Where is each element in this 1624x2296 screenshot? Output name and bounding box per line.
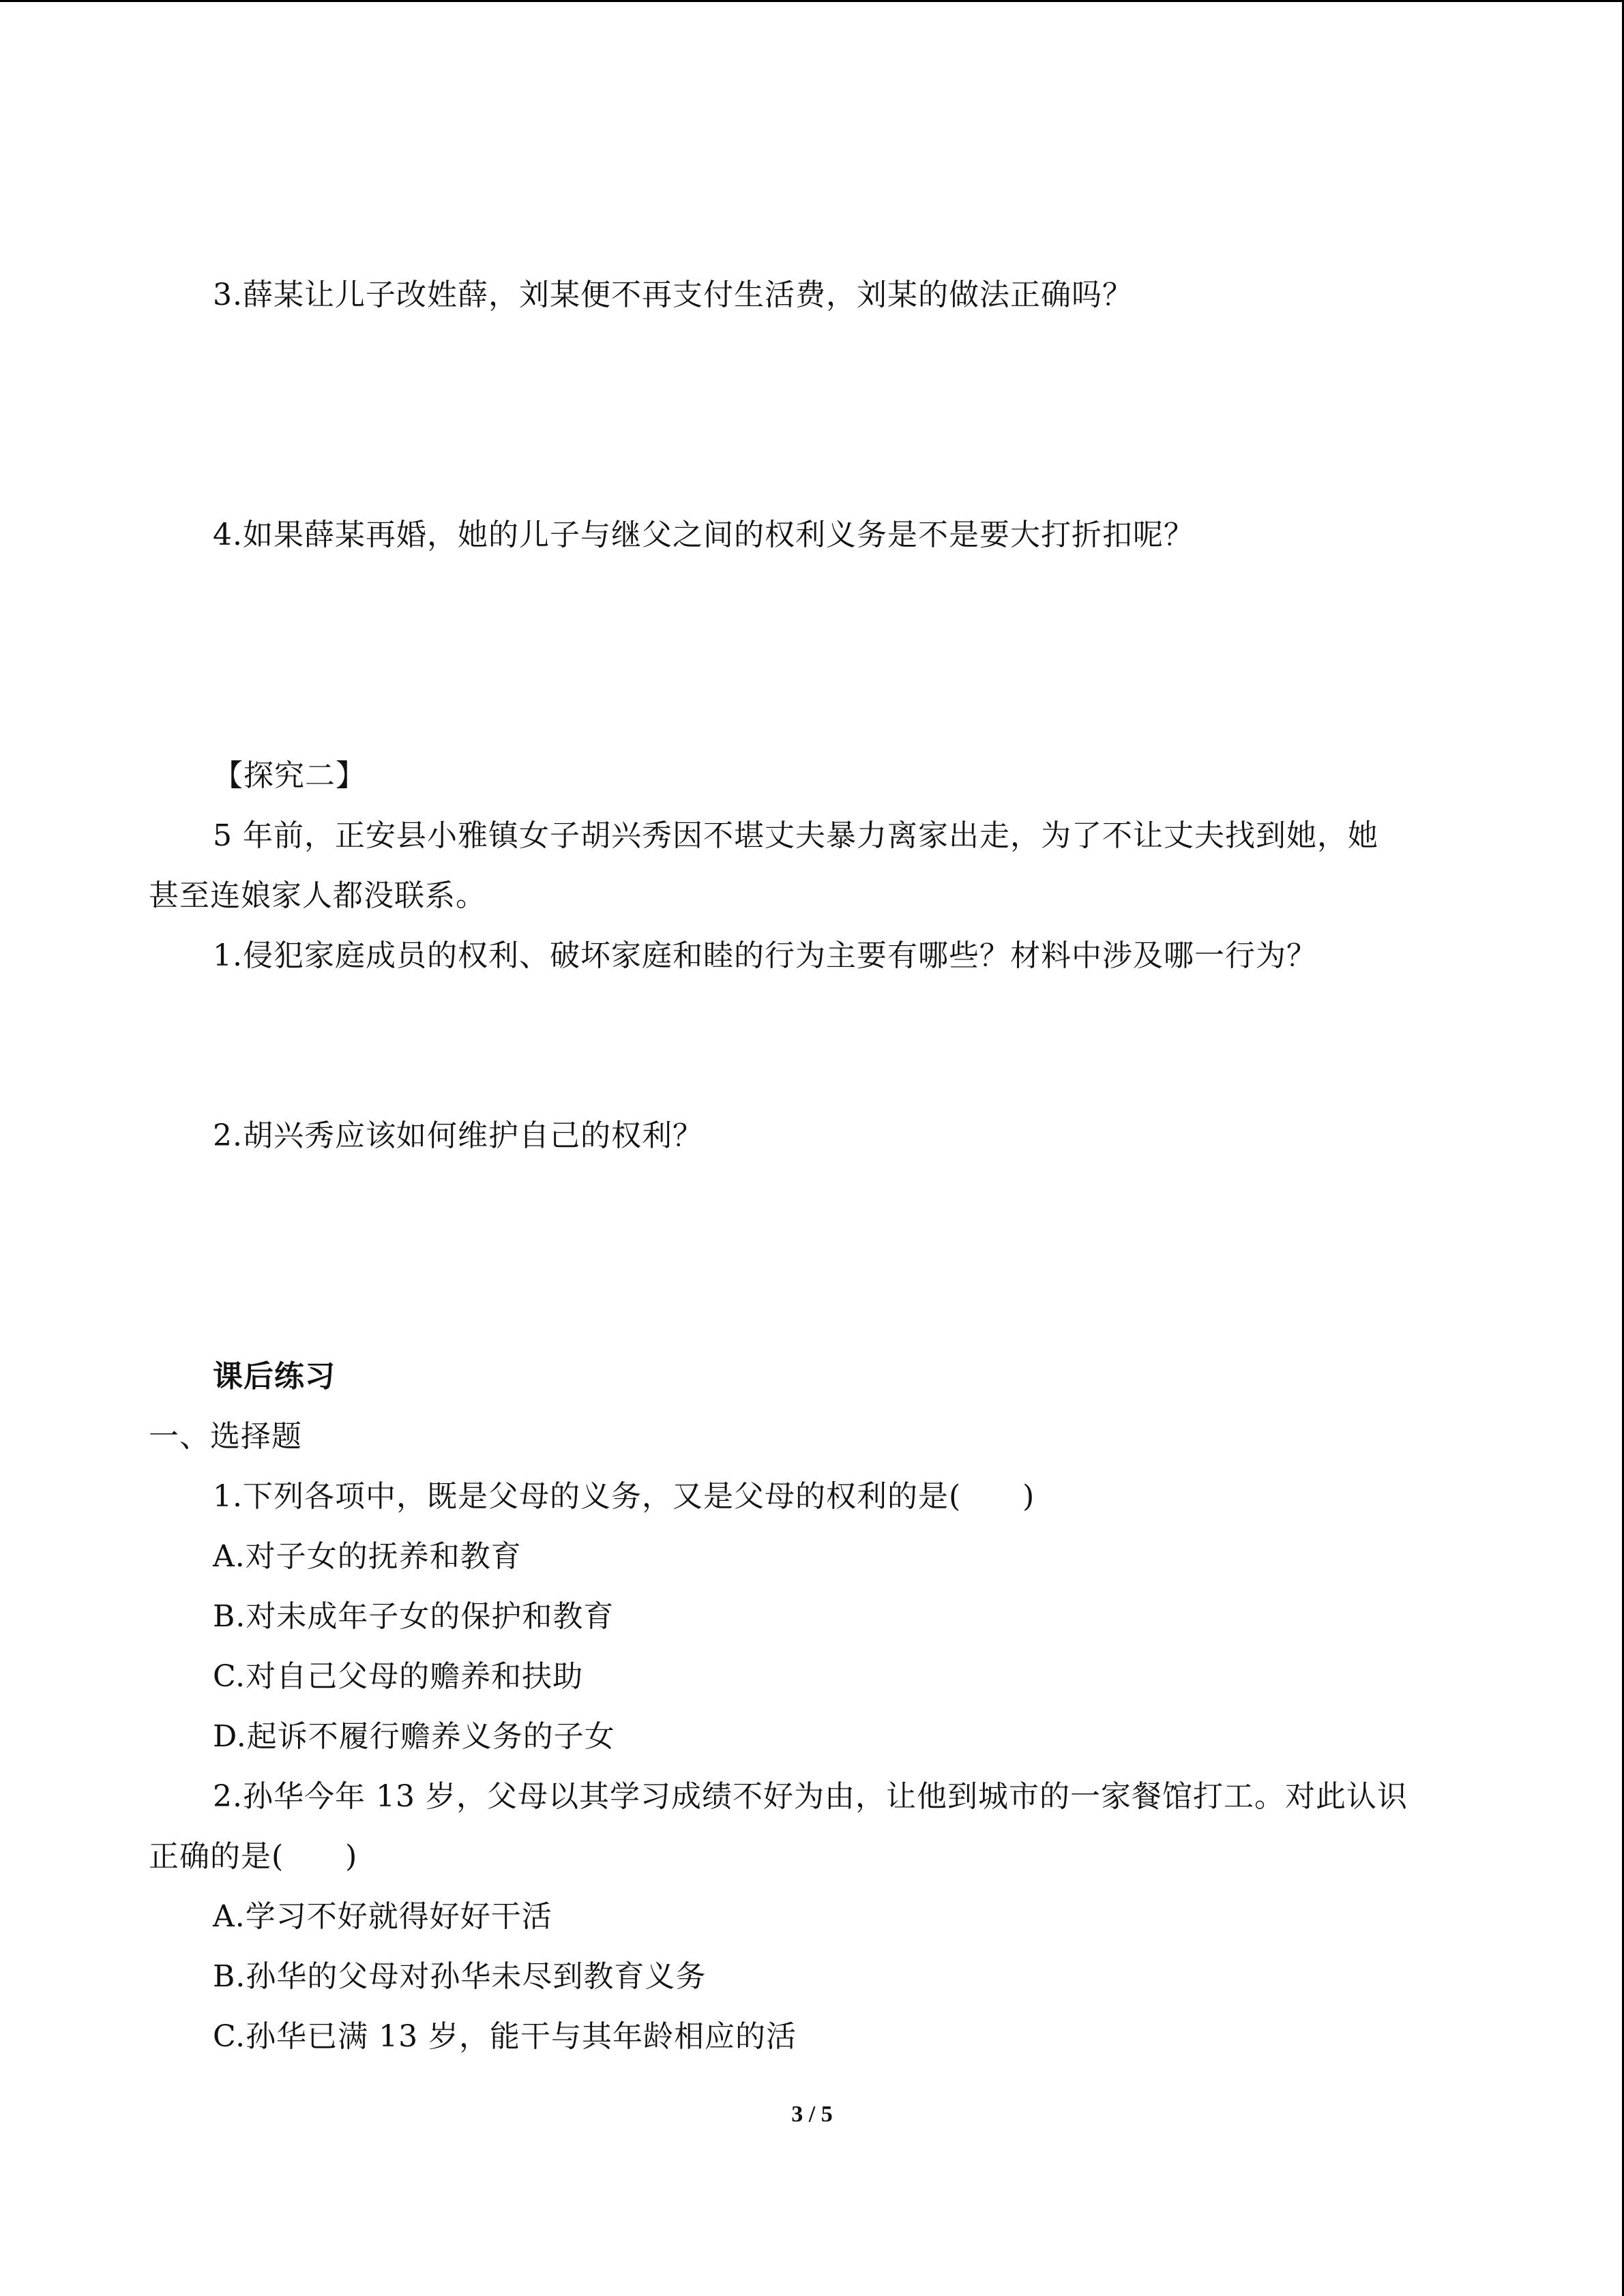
explore-2-material-line-2: 甚至连娘家人都没联系。 bbox=[149, 878, 486, 913]
section-multiple-choice: 一、选择题 bbox=[149, 1419, 302, 1454]
page-number: 3 / 5 bbox=[791, 2102, 833, 2127]
exercise-2-option-a: A.学习不好就得好好干活 bbox=[213, 1899, 552, 1934]
exercises-heading: 课后练习 bbox=[213, 1359, 336, 1394]
question-4: 4.如果薛某再婚，她的儿子与继父之间的权利义务是不是要大打折扣呢？ bbox=[213, 518, 1194, 552]
exercise-1-option-c: C.对自己父母的赡养和扶助 bbox=[213, 1659, 584, 1694]
explore-2-heading: 【探究二】 bbox=[213, 758, 366, 793]
explore-2-question-2: 2.胡兴秀应该如何维护自己的权利？ bbox=[213, 1118, 703, 1153]
exercise-1-option-d: D.起诉不履行赡养义务的子女 bbox=[213, 1719, 615, 1754]
question-3: 3.薛某让儿子改姓薛，刘某便不再支付生活费，刘某的做法正确吗？ bbox=[213, 278, 1133, 312]
page-top-border bbox=[0, 0, 1624, 2]
exercise-1-option-a: A.对子女的抚养和教育 bbox=[213, 1539, 522, 1574]
exercise-1-stem: 1.下列各项中，既是父母的义务，又是父母的权利的是( ) bbox=[213, 1479, 1035, 1514]
exercise-2-option-b: B.孙华的父母对孙华未尽到教育义务 bbox=[213, 1959, 707, 1994]
exercise-2-option-c: C.孙华已满 13 岁，能干与其年龄相应的活 bbox=[213, 2019, 797, 2054]
exercise-2-stem-line-2: 正确的是( ) bbox=[149, 1839, 358, 1874]
exercise-1-option-b: B.对未成年子女的保护和教育 bbox=[213, 1599, 615, 1634]
explore-2-material-line-1: 5 年前，正安县小雅镇女子胡兴秀因不堪丈夫暴力离家出走，为了不让丈夫找到她，她 bbox=[213, 818, 1378, 853]
explore-2-question-1: 1.侵犯家庭成员的权利、破坏家庭和睦的行为主要有哪些？材料中涉及哪一行为？ bbox=[213, 938, 1317, 973]
exercise-2-stem-line-1: 2.孙华今年 13 岁，父母以其学习成绩不好为由，让他到城市的一家餐馆打工。对此认识 bbox=[213, 1779, 1408, 1814]
